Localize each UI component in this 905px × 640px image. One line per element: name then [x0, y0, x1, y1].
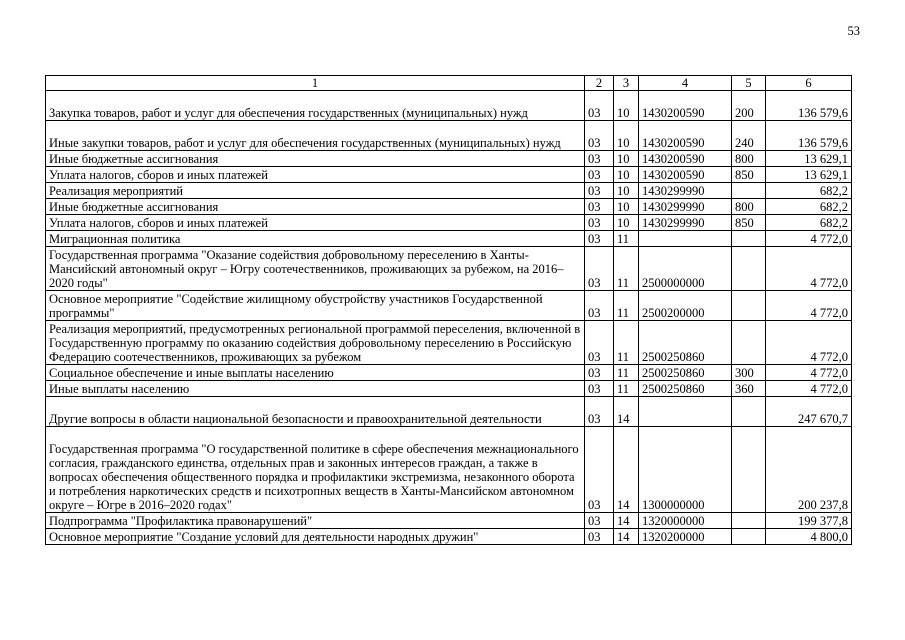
- table-row: [46, 365, 852, 381]
- cell-amount: 682,2: [766, 183, 852, 199]
- cell-name: Закупка товаров, работ и услуг для обеспечения государственных (муниципальных) нужд: [46, 91, 585, 121]
- cell-name: Другие вопросы в области национальной безопасности и правоохранительной деятельности: [46, 397, 585, 427]
- table-row: [46, 231, 852, 247]
- table-row: [46, 199, 852, 215]
- cell-target-article: 2500000000: [639, 247, 732, 291]
- cell-expense-type: 800: [732, 151, 766, 167]
- cell-expense-type: 800: [732, 199, 766, 215]
- cell-section: 03: [585, 247, 614, 291]
- cell-subsection: 11: [614, 231, 639, 247]
- cell-section: 03: [585, 321, 614, 365]
- cell-section: 03: [585, 199, 614, 215]
- table-row: [46, 397, 852, 427]
- table-row: [46, 167, 852, 183]
- header-cell-3: 3: [614, 76, 639, 91]
- cell-name: Основное мероприятие "Содействие жилищному обустройству участников Государственной программы": [46, 291, 585, 321]
- cell-name: Уплата налогов, сборов и иных платежей: [46, 215, 585, 231]
- table-row: [46, 321, 852, 365]
- cell-target-article: 2500250860: [639, 381, 732, 397]
- cell-amount: 13 629,1: [766, 151, 852, 167]
- cell-subsection: 11: [614, 291, 639, 321]
- cell-expense-type: [732, 397, 766, 427]
- cell-section: 03: [585, 513, 614, 529]
- cell-expense-type: [732, 247, 766, 291]
- cell-subsection: 11: [614, 381, 639, 397]
- cell-amount: 199 377,8: [766, 513, 852, 529]
- table-row: [46, 381, 852, 397]
- page-number: 53: [847, 24, 860, 38]
- cell-section: 03: [585, 231, 614, 247]
- cell-subsection: 11: [614, 365, 639, 381]
- header-cell-6: 6: [766, 76, 852, 91]
- cell-expense-type: 300: [732, 365, 766, 381]
- cell-target-article: 1430200590: [639, 91, 732, 121]
- cell-name: Иные бюджетные ассигнования: [46, 199, 585, 215]
- cell-target-article: [639, 397, 732, 427]
- cell-section: 03: [585, 215, 614, 231]
- cell-subsection: 10: [614, 167, 639, 183]
- table-header-row: [46, 76, 852, 91]
- cell-name: Подпрограмма "Профилактика правонарушений": [46, 513, 585, 529]
- table-row: [46, 513, 852, 529]
- table-row: [46, 121, 852, 151]
- cell-expense-type: [732, 427, 766, 513]
- header-cell-5: 5: [732, 76, 766, 91]
- cell-name: Уплата налогов, сборов и иных платежей: [46, 167, 585, 183]
- cell-section: 03: [585, 291, 614, 321]
- cell-expense-type: 360: [732, 381, 766, 397]
- cell-amount: 247 670,7: [766, 397, 852, 427]
- cell-expense-type: [732, 183, 766, 199]
- cell-amount: 4 800,0: [766, 529, 852, 545]
- cell-target-article: 1430299990: [639, 215, 732, 231]
- cell-section: 03: [585, 381, 614, 397]
- cell-amount: 200 237,8: [766, 427, 852, 513]
- cell-subsection: 14: [614, 397, 639, 427]
- cell-subsection: 10: [614, 183, 639, 199]
- cell-expense-type: [732, 513, 766, 529]
- cell-target-article: 1320000000: [639, 513, 732, 529]
- cell-name: Основное мероприятие "Создание условий для деятельности народных дружин": [46, 529, 585, 545]
- cell-name: Социальное обеспечение и иные выплаты населению: [46, 365, 585, 381]
- cell-name: Государственная программа "О государственной политике в сфере обеспечения межнационального согласия, гражданского единства, отдельных прав и законных интересов граждан, а также в вопросах обеспечения общественного порядка и профилактики экстремизма, незаконного оборота и потребления наркотических средств и психотропных веществ в Ханты-Мансийском автономном округе – Югре в 2016–2020 годах": [46, 427, 585, 513]
- cell-target-article: 1430200590: [639, 151, 732, 167]
- cell-subsection: 14: [614, 427, 639, 513]
- cell-subsection: 10: [614, 199, 639, 215]
- cell-amount: 682,2: [766, 199, 852, 215]
- table-row: [46, 183, 852, 199]
- cell-expense-type: [732, 321, 766, 365]
- table-row: [46, 215, 852, 231]
- cell-subsection: 11: [614, 247, 639, 291]
- cell-target-article: 1430299990: [639, 199, 732, 215]
- cell-section: 03: [585, 529, 614, 545]
- cell-target-article: 2500250860: [639, 365, 732, 381]
- cell-expense-type: [732, 231, 766, 247]
- table-row: [46, 91, 852, 121]
- cell-expense-type: [732, 529, 766, 545]
- cell-expense-type: 240: [732, 121, 766, 151]
- cell-expense-type: 850: [732, 215, 766, 231]
- cell-subsection: 10: [614, 121, 639, 151]
- budget-table: [45, 75, 852, 545]
- cell-section: 03: [585, 151, 614, 167]
- cell-target-article: 2500200000: [639, 291, 732, 321]
- cell-name: Реализация мероприятий: [46, 183, 585, 199]
- cell-amount: 4 772,0: [766, 321, 852, 365]
- cell-amount: 136 579,6: [766, 121, 852, 151]
- cell-subsection: 10: [614, 151, 639, 167]
- table-row: [46, 151, 852, 167]
- cell-section: 03: [585, 427, 614, 513]
- cell-amount: 13 629,1: [766, 167, 852, 183]
- cell-amount: 4 772,0: [766, 365, 852, 381]
- header-cell-4: 4: [639, 76, 732, 91]
- cell-section: 03: [585, 397, 614, 427]
- cell-subsection: 10: [614, 215, 639, 231]
- cell-subsection: 11: [614, 321, 639, 365]
- cell-subsection: 10: [614, 91, 639, 121]
- cell-section: 03: [585, 167, 614, 183]
- cell-name: Реализация мероприятий, предусмотренных региональной программой переселения, включенной в Государственную программу по оказанию содействия добровольному переселению в Российскую Федерацию соотечественников, проживающих за рубежом: [46, 321, 585, 365]
- cell-target-article: 1430200590: [639, 167, 732, 183]
- cell-section: 03: [585, 91, 614, 121]
- table-row: [46, 291, 852, 321]
- cell-subsection: 14: [614, 513, 639, 529]
- cell-name: Миграционная политика: [46, 231, 585, 247]
- cell-amount: 136 579,6: [766, 91, 852, 121]
- cell-amount: 4 772,0: [766, 231, 852, 247]
- cell-section: 03: [585, 121, 614, 151]
- cell-expense-type: 850: [732, 167, 766, 183]
- cell-name: Иные закупки товаров, работ и услуг для обеспечения государственных (муниципальных) нужд: [46, 121, 585, 151]
- cell-target-article: 1430200590: [639, 121, 732, 151]
- cell-target-article: 1430299990: [639, 183, 732, 199]
- cell-subsection: 14: [614, 529, 639, 545]
- cell-amount: 4 772,0: [766, 381, 852, 397]
- cell-target-article: 1320200000: [639, 529, 732, 545]
- cell-name: Иные бюджетные ассигнования: [46, 151, 585, 167]
- cell-section: 03: [585, 183, 614, 199]
- table-row: [46, 247, 852, 291]
- cell-name: Иные выплаты населению: [46, 381, 585, 397]
- cell-target-article: 2500250860: [639, 321, 732, 365]
- cell-expense-type: [732, 291, 766, 321]
- cell-amount: 4 772,0: [766, 291, 852, 321]
- header-cell-2: 2: [585, 76, 614, 91]
- cell-target-article: [639, 231, 732, 247]
- cell-expense-type: 200: [732, 91, 766, 121]
- cell-target-article: 1300000000: [639, 427, 732, 513]
- cell-section: 03: [585, 365, 614, 381]
- table-row: [46, 427, 852, 513]
- table-row: [46, 529, 852, 545]
- cell-amount: 4 772,0: [766, 247, 852, 291]
- cell-amount: 682,2: [766, 215, 852, 231]
- header-cell-1: 1: [46, 76, 585, 91]
- cell-name: Государственная программа "Оказание содействия добровольному переселению в Ханты-Мансийский автономный округ – Югру соотечественников, проживающих за рубежом, на 2016–2020 годы": [46, 247, 585, 291]
